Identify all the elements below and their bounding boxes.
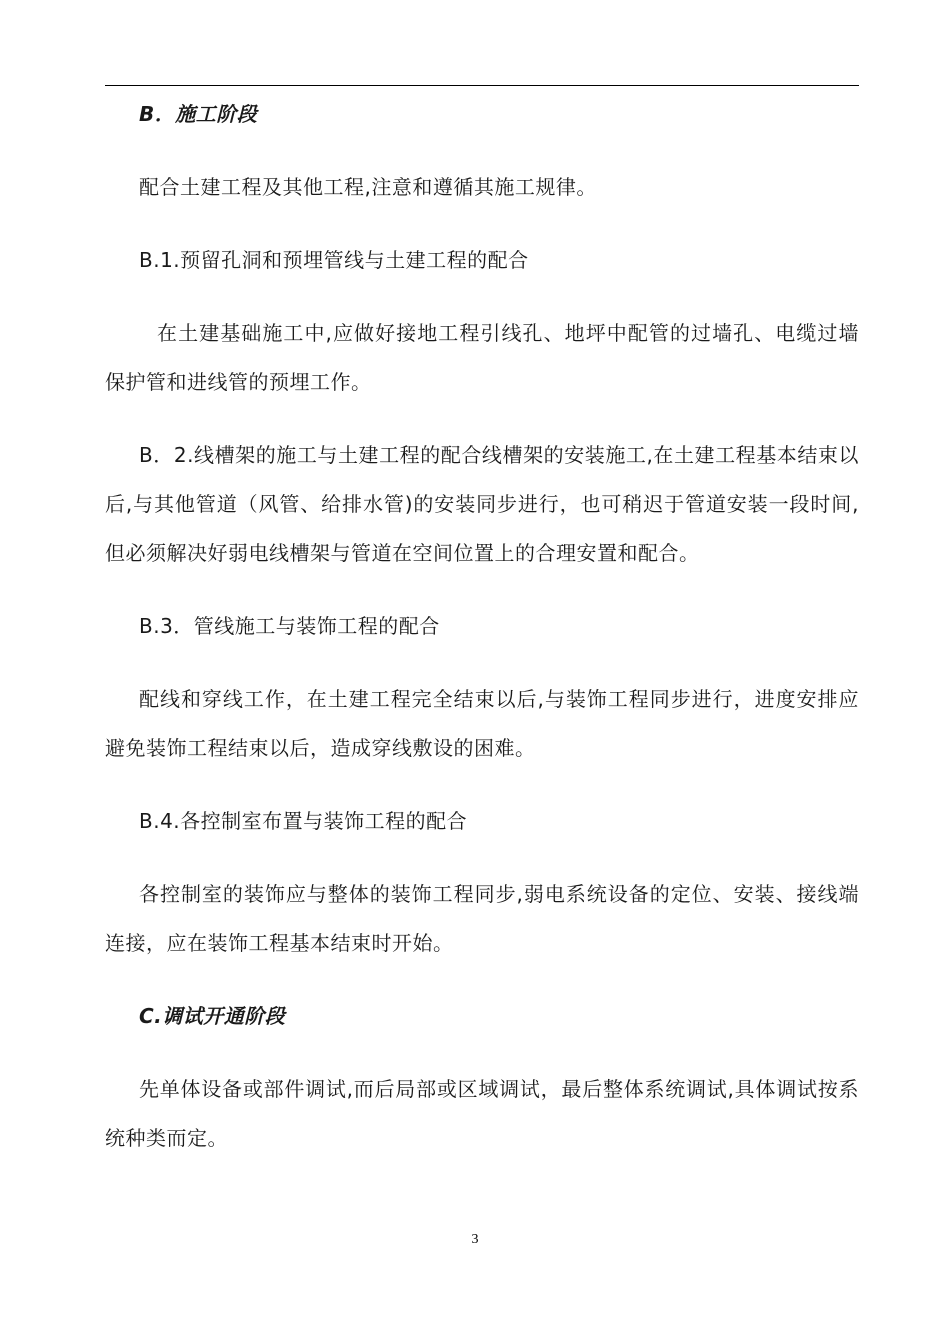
page-number: 3 [471, 1232, 479, 1247]
section-b2-body: B．2.线槽架的施工与土建工程的配合线槽架的安装施工,在土建工程基本结束以后,与其他管道（风管、给排水管)的安装同步进行，也可稍迟于管道安装一段时间,但必须解决好弱电线槽架与管道在空间位置上的合理安置和配合。 [105, 443, 859, 565]
section-b4-body: 各控制室的装饰应与整体的装饰工程同步,弱电系统设备的定位、安装、接线端连接，应在装饰工程基本结束时开始。 [105, 882, 859, 955]
section-b4-title: B.4.各控制室布置与装饰工程的配合 [139, 809, 468, 833]
document-body [105, 90, 859, 1163]
section-b1-title: B.1.预留孔洞和预埋管线与土建工程的配合 [139, 248, 529, 272]
section-b1-body: 在土建基础施工中,应做好接地工程引线孔、地坪中配管的过墙孔、电缆过墙保护管和进线管的预埋工作。 [105, 321, 859, 394]
header-rule [105, 85, 859, 86]
section-c-body: 先单体设备或部件调试,而后局部或区域调试，最后整体系统调试,具体调试按系统种类而定。 [105, 1077, 859, 1150]
section-b-heading: B．施工阶段 [139, 102, 258, 126]
section-b3-title: B.3．管线施工与装饰工程的配合 [139, 614, 440, 638]
section-b-intro: 配合土建工程及其他工程,注意和遵循其施工规律。 [139, 175, 597, 199]
section-b3-body: 配线和穿线工作，在土建工程完全结束以后,与装饰工程同步进行，进度安排应避免装饰工程结束以后，造成穿线敷设的困难。 [105, 687, 859, 760]
section-c-heading: C.调试开通阶段 [139, 1004, 286, 1028]
